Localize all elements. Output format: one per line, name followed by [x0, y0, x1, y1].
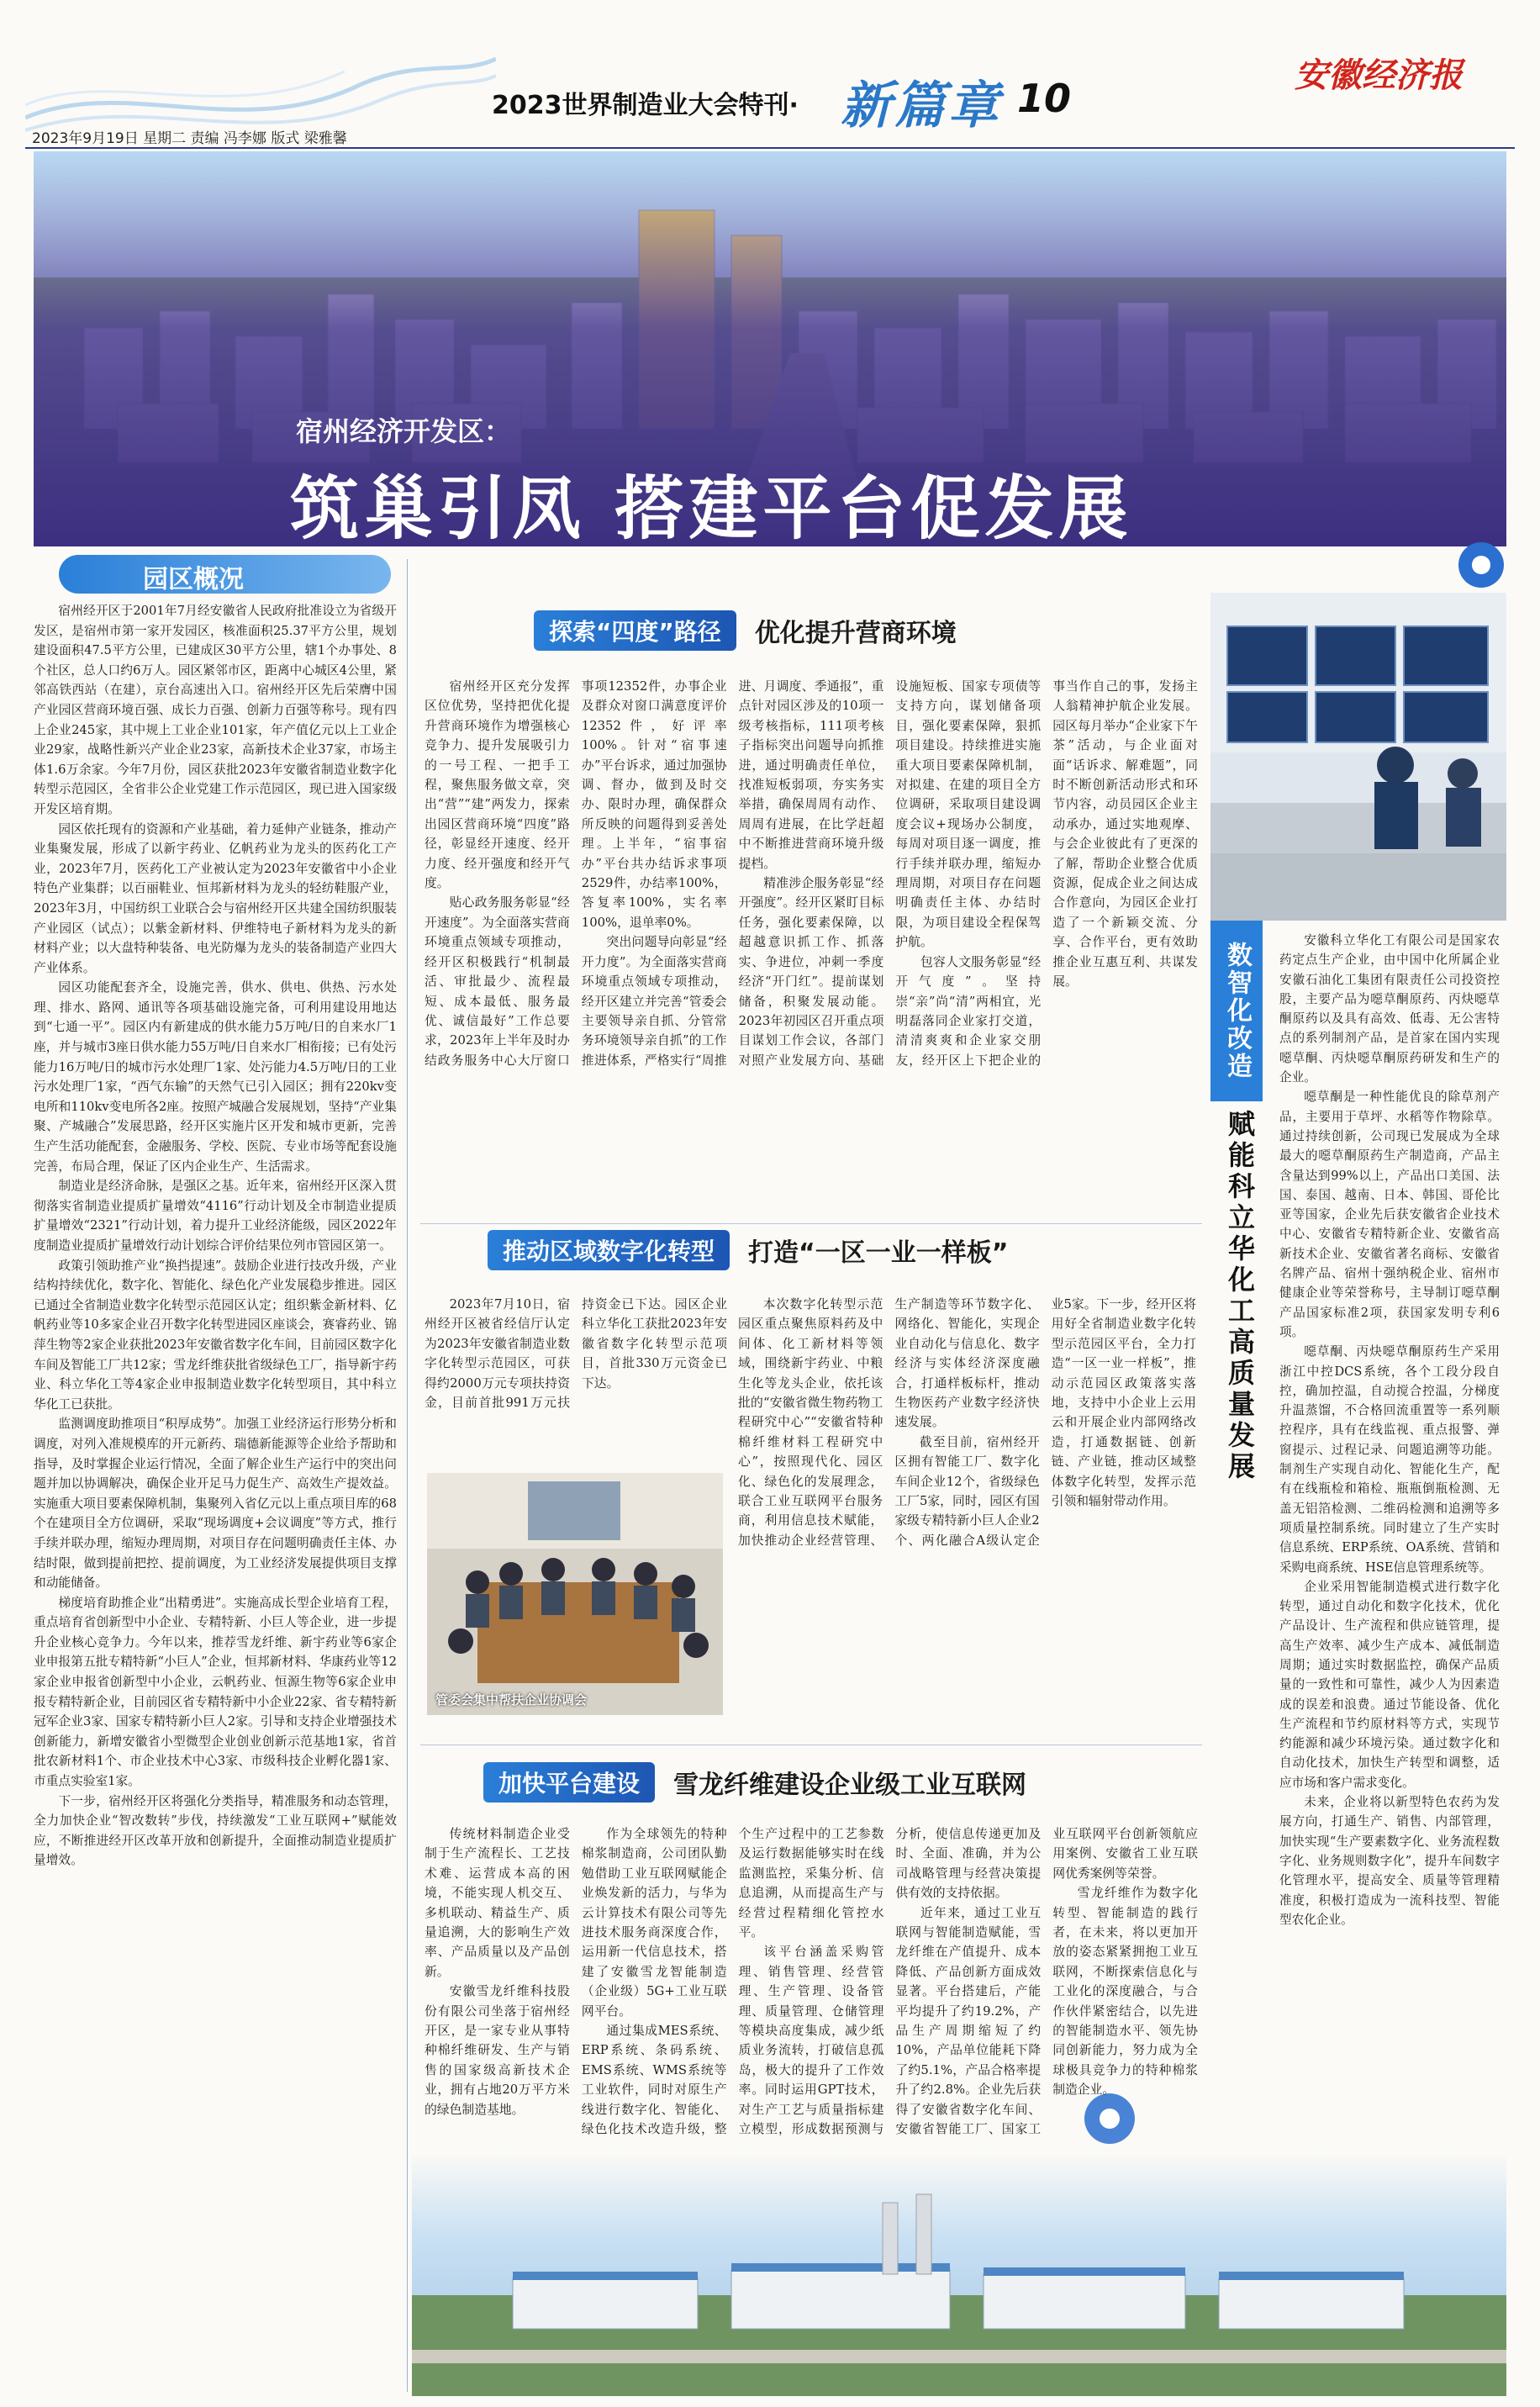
section2-paragraph: 本次数字化转型示范园区重点聚焦原料药及中间体、化工新材料等领域，围绕新宇药业、中粮生化等龙头企业，依托该批的“安徽省微生物药物工程研究中心”“安徽省特种棉纤维材料工程研究中心”，按照现代化、园区化、绿色化的发展理念，联合工业互联网平台服务商，利用信息技术赋能，加快推动企业经营管理、生产制造等环节数字化、网络化、智能化，实现企业自动化与信息化、数字经济与实体经济深度融合，打通样板标杆，推动生物医药产业数字经济快速发展。	[738, 1297, 1040, 1548]
section3-paragraph: 雪龙纤维作为数字化转型、智能制造的践行者，在未来，将以更加开放的姿态紧紧拥抱工业互联网，不断探索信息化与工业化的深度融合，与合作伙伴紧密结合，以先进的智能制造水平、领先协同创新能力，努力成为全球极具竞争力的特种棉浆制造企业。	[1052, 1886, 1198, 2098]
sidebar-paragraph: 安徽科立华化工有限公司是国家农药定点生产企业，由中国中化所属企业安徽石油化工集团有限责任公司投资控股，主要产品为噁草酮原药、丙炔噁草酮原药以及具有高效、低毒、无公害特点的系列制剂产品，是首家在国内实现噁草酮、丙炔噁草酮原药研发和生产的企业。	[1279, 933, 1500, 1085]
sidebar-paragraph: 噁草酮是一种性能优良的除草剂产品，主要用于草坪、水稻等作物除草。通过持续创新，公司现已发展成为全球最大的噁草酮原药生产制造商，产品主含量达到99%以上，产品出口美国、法国、泰国、越南、日本、韩国、哥伦比亚等国家，企业先后获安徽省企业技术中心、安徽省专精特新企业、安徽省高新技术企业、安徽省著名商标、安徽省名牌产品、宿州十强纳税企业、宿州市健康企业等荣誉称号，主导制订噁草酮产品国家标准2项，获国家发明专利6项。	[1279, 1090, 1500, 1339]
section1-paragraph: 贴心政务服务彰显“经开速度”。为全面落实营商环境重点领域专项推动，经开区积极践行“机制最活、审批最少、流程最短、成本最低、服务最优、诚信最好”工作总要求，2023年上半年及时办结政务服务中心大厅窗口事项12352件，办事企业及群众对窗口满意度评价12352件，好评率100%。针对“宿事速办”平台诉求，通过加强协调、督办，做到及时交办、限时办理，确保群众所反映的问题得到妥善处理。上半年，“宿事宿办”平台共办结诉求事项2529件，办结率100%，答复率100%，实名率100%，退单率0%。	[425, 679, 727, 1068]
gear-icon	[1458, 542, 1504, 588]
newspaper-logo: 安徽经济报	[1295, 55, 1463, 95]
section2-body	[738, 1295, 1196, 1715]
masthead	[0, 0, 1540, 151]
sidebar-vertical-label	[1210, 921, 1263, 1101]
section1-paragraph: 宿州经开区充分发挥区位优势，坚持把优化提升营商环境作为增强核心竞争力、提升发展吸引力的一号工程、一把手工程，聚焦服务做文章，突出“营”“建”两发力，探索出园区营商环境“四度”路径，彰显经开速度、经开力度、经开强度和经开气度。	[425, 679, 570, 891]
brand-calligraphy: 新篇章	[841, 77, 1002, 135]
section3-paragraph: 传统材料制造企业受制于生产流程长、工艺技术难、运营成本高的困境，不能实现人机交互、多机联动、精益生产、质量追溯，大的影响生产效率、产品质量以及产品创新。	[425, 1827, 570, 1979]
section1-paragraph: 精准涉企服务彰显“经开强度”。经开区紧盯目标任务，强化要素保障，以超越意识抓工作、抓落实、争进位，冲刺一季度经济“开门红”。提前谋划储备，积聚发展动能。2023年初园区召开重点项目谋划工作会议，各部门对照产业发展方向、基础设施短板、国家专项债等支持方向，谋划储备项目，强化要素保障，狠抓项目建设。持续推进实施重大项目要素保障机制，对拟建、在建的项目全方位调研，采取项目建设调度会议+现场办公制度，每周对项目逐一调度，推行手续并联办理，缩短办理周期，对项目存在问题明确责任主体、办结时限，为项目建设全程保驾护航。	[738, 679, 1042, 1068]
overview-body	[34, 601, 397, 2396]
sidebar-label-text: 数智化改造	[1222, 942, 1252, 1080]
overview-paragraph: 宿州经开区于2001年7月经安徽省人民政府批准设立为省级开发区，是宿州市第一家开发园区，核准面积25.37平方公里，规划建设面积47.5平方公里，已建成区30平方公里，辖1个办事处、8个社区，总人口约6万人。园区紧邻市区，距离中心城区4公里，紧邻高铁西站（在建），京台高速出入口。宿州经开区先后荣膺中国产业园区营商环境百强、成长力百强、创新力百强等称号。现有四上企业245家，其中规上工业企业101家，年产值亿元以上工业企业29家，战略性新兴产业企业23家，高新技术企业37家，市场主体1.6万余家。今年7月份，园区获批2023年安徽省制造业数字化转型示范园区，全省非公企业党建工作示范园区，现已进入国家级开发区培育期。	[34, 604, 397, 816]
section3-paragraph: 该平台涵盖采购管理、销售管理、经营管理、生产管理、设备管理、质量管理、仓储管理等模块高度集成，减少纸质业务流转，打破信息孤岛，极大的提升了工作效率。同时运用GPT技术，对生产工艺与质量指标建立模型，形成数据预测与分析，使信息传递更加及时、全面、准确，并为公司战略管理与经营决策提供有效的支持依据。	[738, 1827, 1042, 2137]
section-divider	[420, 1223, 1202, 1224]
section3-paragraph: 通过集成MES系统、ERP系统、条码系统、EMS系统、WMS系统等工业软件，同时对原生产线进行数字化、智能化、绿色化技术改造升级，整个生产过程中的工艺参数及运行数据能够实时在线监测监控，采集分析、信息追溯，从而提高生产与经营过程精细化管控水平。	[581, 1827, 884, 2137]
overview-paragraph: 监测调度助推项目“积厚成势”。加强工业经济运行形势分析和调度，对列入准规模库的开元新药、瑞德新能源等企业给予帮助和指导，及时掌握企业运行情况，全面了解企业生产运行中的突出问题并加以协调解决，确保企业开足马力促生产、高效生产提效益。实施重大项目要素保障机制，集聚列入省亿元以上重点项目库的68个在建项目全方位调研，采取“现场调度+会议调度”等方式，推行手续并联办理，缩短办理周期，对项目存在问题明确责任主体、办结时限，做到提前把控、提前调度，为工业经济发展提供项目支撑和动能储备。	[34, 1417, 397, 1591]
section-pill: 加快平台建设	[483, 1762, 655, 1803]
sidebar-paragraph: 未来，企业将以新型特色农药为发展方向，打通生产、销售、内部管理，加快实现“生产要素数字化、业务流程数字化、业务规则数字化”，提升车间数字化管理水平，提高安全、质量等管理精准度，积极打造成为一流科技型、智能型农化企业。	[1279, 1795, 1500, 1927]
overview-paragraph: 梯度培育助推企业“出精勇进”。实施高成长型企业培育工程，重点培育省创新型中小企业、专精特新、小巨人等企业，进一步提升企业核心竞争力。今年以来，推荐雪龙纤维、新宇药业等6家企业申报第五批专精特新“小巨人”企业，恒邦新材料、华康药业等12家企业申报省创新型中小企业，云帆药业、恒源生物等6家企业申报专精特新企业，目前园区省专精特新中小企业22家、省专精特新冠军企业3家、国家专精特新小巨人2家。引导和支持企业增强技术创新能力，新增安徽省小型微型企业创业创新示范基地1家，省首批农新材料1个、市企业技术中心3家、市级科技企业孵化器1家、市重点实验室1家。	[34, 1595, 397, 1789]
section2-paragraph: 截至目前，宿州经开区拥有智能工厂、数字化车间企业12个，省级绿色工厂5家，同时，园区有国家级专精特新小巨人企业2个、两化融合A级认定企业5家。下一步，经开区将用好全省制造业数字化转型示范园区平台，全力打造“一区一业一样板”，推动示范园区政策落实落地，支持中小企业上云用云和开展企业内部网络改造，打通数据链、创新链、产业链，推动区域整体数字化转型，发挥示范引领和辐射带动作用。	[894, 1297, 1196, 1548]
overview-paragraph: 园区功能配套齐全，设施完善，供水、供电、供热、污水处理、排水、路网、通讯等各项基础设施完备，可利用建设用地达到“七通一平”。园区内有新建成的供水能力5万吨/日的自来水厂1座，并与城市3座日供水能力55万吨/日自来水厂相衔接；已有处污能力16万吨/日的城市污水处理厂1家、处污能力4.5万吨/日的工业污水处理厂1家，“西气东输”的天然气已引入园区；拥有220kv变电所和110kv变电所各2座。按照产城融合发展规划，坚持“产业集聚、产城融合”发展思路，经开区实施片区开发和城市更新，完善生产生活功能配套，金融服务、学校、医院、专业市场等配套设施完善，布局合理，保证了区内企业生产、生活需求。	[34, 980, 397, 1174]
section-title: 雪龙纤维建设企业级工业互联网	[673, 1771, 1027, 1800]
meeting-photo	[427, 1473, 723, 1715]
column-divider	[407, 559, 408, 2392]
section-header-business-environment	[534, 612, 957, 649]
overview-paragraph: 政策引领助推产业“换挡提速”。鼓励企业进行技改升级，产业结构持续优化，数字化、智能化、绿色化产业发展稳步推进。园区已通过全省制造业数字化转型示范园区认定；组织紫金新材料、亿帆药业等10多家企业召开数字化转型进园区座谈会，赛睿药业、锦萍生物等2家企业获批2023年安徽省数字化车间，目前园区数字化车间及智能工厂共12家；雪龙纤维获批省级绿色工厂，指导新宇药业、科立华化工等4家企业申报制造业数字化转型项目，其中科立华化工已获批。	[34, 1258, 397, 1412]
wave-decoration	[25, 25, 496, 143]
section-title: 打造“一区一业一样板”	[748, 1238, 1009, 1268]
page-number: 10	[1017, 76, 1072, 121]
section-pill: 探索“四度”路径	[534, 610, 736, 651]
headline-kicker: 宿州经济开发区：	[296, 415, 512, 447]
section-header-digital-transformation	[488, 1232, 1008, 1269]
section3-paragraph: 安徽雪龙纤维科技股份有限公司坐落于宿州经开区，是一家专业从事特种棉纤维研发、生产与销售的国家级高新技术企业，拥有占地20万平方米的绿色制造基地。	[425, 1984, 570, 2117]
overview-paragraph: 园区依托现有的资源和产业基础，着力延伸产业链条，推动产业集聚发展，形成了以新宇药业、亿帆药业为龙头的医药化工产业，2023年7月，医药化工产业被认定为2023年安徽省中小企业特色产业集群；以百丽鞋业、恒邦新材料为龙头的轻纺鞋服产业，2023年3月，中国纺织工业联合会与宿州经开区共建全国纺织服装产业园区（试点）；以紫金新材料、伊维特电子新材料为龙头的新材料产业；以大盘特种装备、电光防爆为龙头的装备制造产业四大产业体系。	[34, 821, 397, 975]
header-rule	[25, 147, 1515, 149]
photo-caption: 管委会集中帮扶企业协调会	[435, 1692, 588, 1708]
section1-paragraph: 突出问题导向彰显“经开力度”。为全面落实营商环境重点领域专项推动，经开区建立并完善“管委会主要领导亲自抓、分管常务环境领导亲自抓”的工作推进体系，严格实行“周推进、月调度、季通报”，重点针对园区涉及的10项一级考核指标，111项考核子指标突出问题导向抓推进，通过明确责任单位，找准短板弱项，夯实务实举措，确保周周有动作、周周有进展，在比学赶超中不断推进营商环境升级提档。	[581, 679, 884, 1068]
overview-paragraph: 制造业是经济命脉，是强区之基。近年来，宿州经开区深入贯彻落实省制造业提质扩量增效“4116”行动计划及全市制造业提质扩量增效“2321”行动计划，着力提升工业经济能级，园区2022年度制造业提质扩量增效行动计划综合评价结果位列市管园区第一。	[34, 1179, 397, 1253]
section-title: 优化提升营商环境	[754, 619, 957, 648]
overview-label-text: 园区概况	[143, 565, 244, 594]
section1-body	[425, 677, 1198, 1215]
sidebar-paragraph: 企业采用智能制造模式进行数字化转型，通过自动化和数字化技术，优化产品设计、生产流程和供应链管理，提高生产效率、减少生产成本、减低制造周期；通过实时数据监控，确保产品质量的一致性和可靠性，减少人为因素造成的误差和浪费。通过节能设备、优化生产流程和节约原材料等方式，实现节约能源和减少环境污染。通过数字化和自动化技术，加快生产转型和调整，适应市场和客户需求变化。	[1279, 1579, 1500, 1790]
control-room-photo	[1210, 593, 1506, 921]
section2-paragraph: 2023年7月10日，宿州经开区被省经信厅认定为2023年安徽省制造业数字化转型示范园区，可获得约2000万元专项扶持资金，目前首批991万元扶持资金已下达。园区企业科立华化工获批2023年安徽省数字化转型示范项目，首批330万元资金已下达。	[425, 1297, 727, 1411]
section2-intro	[425, 1295, 727, 1467]
section3-paragraph: 近年来，通过工业互联网与智能制造赋能，雪龙纤维在产值提升、成本降低、产品创新方面成效显著。平台搭建后，产能平均提升了约19.2%，产品生产周期缩短了约10%，产品单位能耗下降了约5.1%，产品合格率提升了约2.8%。企业先后获得了安徽省数字化车间、安徽省智能工厂、国家工业互联网平台创新领航应用案例、安徽省工业互联网优秀案例等荣誉。	[895, 1827, 1198, 2137]
section3-paragraph: 作为全球领先的特种棉浆制造商，公司团队勤勉借助工业互联网赋能企业焕发新的活力，与华为云计算技术有限公司等先进技术服务商深度合作，运用新一代信息技术，搭建了安徽雪龙智能制造（企业级）5G+工业互联网平台。	[581, 1827, 727, 2019]
factory-aerial-photo	[412, 2152, 1506, 2396]
overview-paragraph: 下一步，宿州经开区将强化分类指导，精准服务和动态管理，全力加快企业“智改数转”步伐，持续激发“工业互联网+”赋能效应，不断推进经开区改革开放和创新提升，全面推动制造业提质扩量增效。	[34, 1793, 397, 1868]
special-issue-title: 2023世界制造业大会特刊·	[492, 91, 799, 120]
headline-title: 筑巢引凤 搭建平台促发展	[290, 469, 1133, 549]
section-header-platform	[483, 1764, 1026, 1801]
sidebar-vertical-title: 赋能科立华化工高质量发展	[1224, 1110, 1256, 1483]
sidebar-paragraph: 噁草酮、丙炔噁草酮原药生产采用浙江中控DCS系统，各个工段分段自控，确加控温，自动搅合控温，分梯度升温蒸馏，不合格回流重置等一系列顺控程序，具有在线监视、重点报警、弹窗提示、过程记录、问题追溯等功能。制剂生产实现自动化、智能化生产，配有在线瓶检和箱检、瓶瓶倒瓶检测、无盖无铝箔检测、二维码检测和追溯等多项质量控制系统。同时建立了生产实时信息系统、ERP系统、OA系统、营销和采购电商系统、HSE信息管理系统等。	[1279, 1344, 1500, 1575]
section1-paragraph: 包容人文服务彰显“经开气度”。坚持崇“亲”尚“清”两相宜，光明磊落同企业家打交道，清清爽爽和企业家交朋友，经开区上下把企业的事当作自己的事，发扬主人翁精神护航企业发展。园区每月举办“企业家下午茶”活动，与企业面对面“话诉求、解难题”，同时不断创新活动形式和环节内容，动员园区企业主动承办，通过实地观摩、与会企业彼此有了更深的了解，帮助企业整合优质资源，促成企业之间达成合作意向，为园区企业打造了一个新颖交流、分享、合作平台，更有效助推企业互惠互利、共谋发展。	[895, 679, 1198, 1068]
sidebar-body	[1279, 931, 1500, 2150]
dateline: 2023年9月19日 星期二 责编 冯李娜 版式 梁雅馨	[32, 130, 347, 147]
overview-label	[59, 555, 391, 594]
section-pill: 推动区域数字化转型	[488, 1230, 730, 1270]
